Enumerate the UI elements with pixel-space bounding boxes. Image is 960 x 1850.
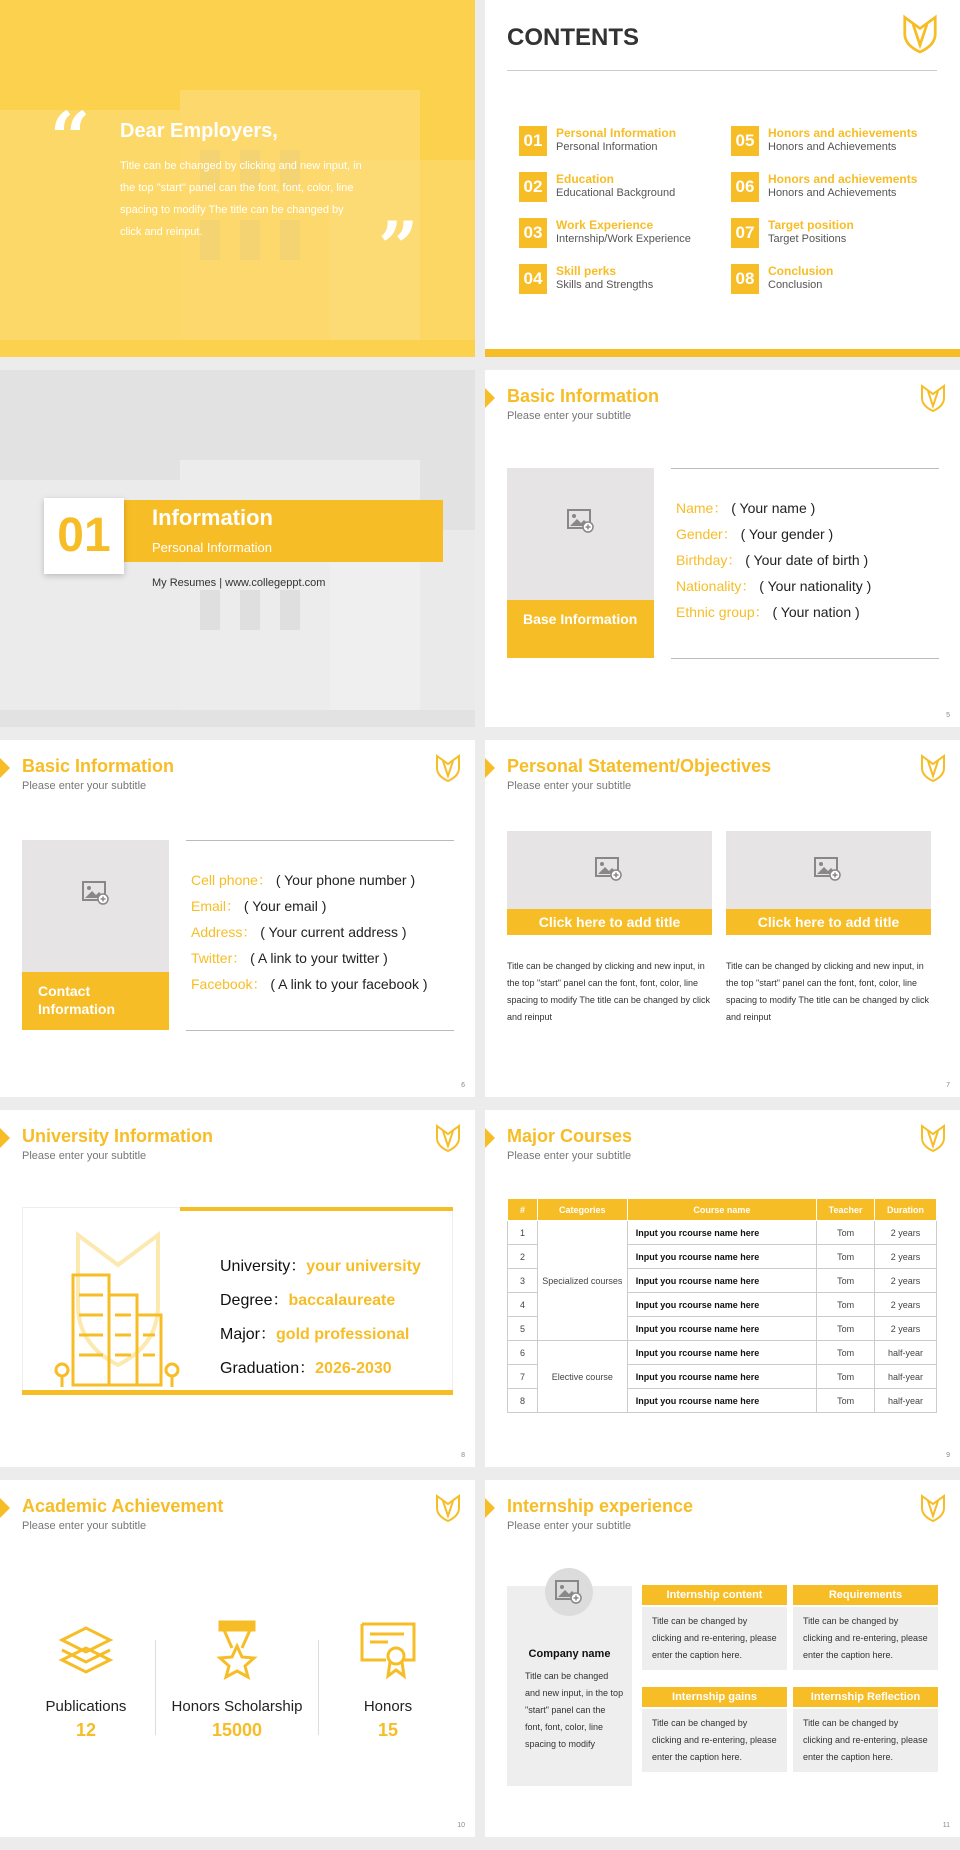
graduation-key: Graduation：: [220, 1360, 316, 1377]
row-number: 8: [508, 1389, 538, 1413]
teacher: Tom: [817, 1293, 875, 1317]
teacher: Tom: [817, 1245, 875, 1269]
column-header: Categories: [537, 1199, 627, 1221]
info-key: Name：: [676, 500, 728, 516]
row-number: 5: [508, 1317, 538, 1341]
slide-title: Basic Information: [507, 386, 660, 406]
contents-title: CONTENTS: [507, 24, 639, 51]
slide-subtitle: Please enter your subtitle: [22, 1150, 147, 1162]
add-title-button[interactable]: Click here to add title: [726, 909, 931, 935]
info-value: ( Your nationality ): [759, 578, 872, 594]
company-name: Company name: [528, 1648, 611, 1660]
course-name: Input you rcourse name here: [627, 1293, 816, 1317]
divider: [155, 1640, 156, 1735]
university-value: your university: [306, 1258, 421, 1275]
graduation-row: [220, 1355, 392, 1378]
slide-personal-statement: [485, 740, 960, 1097]
column-header: Teacher: [817, 1199, 875, 1221]
course-name: Input you rcourse name here: [627, 1317, 816, 1341]
achievement-value: 15000: [211, 1720, 263, 1740]
slide-dear-employers: [0, 0, 475, 357]
page-number: 5: [946, 712, 950, 719]
toc-item[interactable]: [731, 216, 941, 252]
image-placeholder[interactable]: [507, 468, 654, 600]
info-key: Address：: [191, 924, 257, 940]
divider: [671, 468, 939, 469]
image-placeholder[interactable]: [22, 840, 169, 972]
table-row: [508, 1341, 937, 1365]
info-row: [676, 498, 815, 518]
toc-title: Honors and achievements: [768, 126, 918, 140]
course-name: Input you rcourse name here: [627, 1389, 816, 1413]
degree-row: [220, 1287, 395, 1310]
slide-title: Major Courses: [507, 1126, 633, 1146]
page-number: 10: [457, 1822, 465, 1829]
logo-icon: [435, 754, 461, 782]
header-triangle: [485, 388, 495, 408]
info-value: ( Your gender ): [740, 526, 834, 542]
slide-title: Dear Employers,: [120, 120, 278, 142]
toc-subtitle: Personal Information: [556, 141, 658, 153]
slide-subtitle: Please enter your subtitle: [507, 780, 632, 792]
info-row: [191, 922, 407, 942]
toc-subtitle: Conclusion: [768, 279, 823, 291]
section-subtitle: Personal Information: [152, 540, 272, 555]
toc-item[interactable]: [731, 124, 941, 160]
internship-box-title: Internship Reflection: [793, 1687, 938, 1707]
toc-number: 06: [731, 172, 759, 202]
slide-title: University Information: [22, 1126, 214, 1146]
degree-value: baccalaureate: [288, 1292, 396, 1309]
row-number: 4: [508, 1293, 538, 1317]
info-value: ( Your date of birth ): [745, 552, 869, 568]
section-credit: My Resumes | www.collegeppt.com: [152, 577, 326, 589]
logo-icon: [920, 1494, 946, 1522]
info-row: [676, 602, 860, 622]
teacher: Tom: [817, 1389, 875, 1413]
logo-icon: [920, 384, 946, 412]
page-number: 9: [946, 1452, 950, 1459]
logo-icon: [920, 1124, 946, 1152]
info-row: [676, 550, 868, 570]
page-number: 11: [942, 1822, 950, 1829]
books-icon: [56, 1620, 116, 1678]
row-number: 3: [508, 1269, 538, 1293]
toc-item[interactable]: [731, 262, 941, 298]
header-triangle: [485, 1498, 495, 1518]
info-row: [676, 524, 833, 544]
divider: [186, 840, 454, 841]
courses-table: [507, 1198, 937, 1413]
toc-number: 05: [731, 126, 759, 156]
toc-number: 08: [731, 264, 759, 294]
page-number: 6: [461, 1082, 465, 1089]
slide-contact-information: [0, 740, 475, 1097]
teacher: Tom: [817, 1317, 875, 1341]
achievement-label: Honors Scholarship: [171, 1698, 303, 1715]
duration: 2 years: [875, 1269, 937, 1293]
toc-item[interactable]: [519, 170, 729, 206]
internship-box-text: Title can be changed by clicking and re-entering, please enter the caption here.: [642, 1607, 787, 1670]
duration: half-year: [875, 1365, 937, 1389]
info-key: Gender：: [676, 526, 737, 542]
slide-subtitle: Please enter your subtitle: [22, 780, 147, 792]
section-number: 01: [44, 498, 124, 574]
achievement-label: Honors: [363, 1698, 413, 1715]
info-value: ( Your name ): [731, 500, 816, 516]
slide-title: Personal Statement/Objectives: [507, 756, 772, 776]
close-quote-mark: ”: [378, 206, 419, 289]
info-key: Birthday：: [676, 552, 742, 568]
slide-basic-information: [485, 370, 960, 727]
duration: 2 years: [875, 1317, 937, 1341]
divider: [507, 70, 937, 71]
university-row: [220, 1253, 421, 1276]
achievement-value: 15: [377, 1720, 399, 1740]
logo-icon: [902, 14, 938, 54]
image-caption: Contact Information: [22, 972, 169, 1030]
course-name: Input you rcourse name here: [627, 1269, 816, 1293]
course-name: Input you rcourse name here: [627, 1245, 816, 1269]
company-image-placeholder[interactable]: [545, 1568, 593, 1616]
toc-title: Work Experience: [556, 218, 654, 232]
certificate-icon: [358, 1620, 418, 1680]
slide-subtitle: Please enter your subtitle: [507, 1520, 632, 1532]
university-key: University：: [220, 1258, 307, 1275]
toc-title: Target position: [768, 218, 854, 232]
accent-bar: [485, 349, 960, 357]
toc-item[interactable]: [519, 216, 729, 252]
header-triangle: [485, 1128, 495, 1148]
toc-title: Skill perks: [556, 264, 617, 278]
slide-internship-experience: [485, 1480, 960, 1837]
internship-box-title: Internship gains: [642, 1687, 787, 1707]
teacher: Tom: [817, 1341, 875, 1365]
row-number: 2: [508, 1245, 538, 1269]
toc-number: 04: [519, 264, 547, 294]
info-row: [191, 948, 388, 968]
info-row: [191, 896, 326, 916]
image-caption: Base Information: [507, 600, 654, 658]
teacher: Tom: [817, 1365, 875, 1389]
company-description: Title can be changed and new input, in the top "start" panel can the font, font, color, line spacing to modify: [525, 1671, 624, 1749]
slide-subtitle: Please enter your subtitle: [22, 1520, 147, 1532]
header-triangle: [0, 1498, 10, 1518]
slide-body-text: Title can be changed by clicking and new input, in the top "start" panel can the font, font, color, line spacing to modify The title can be changed by click and reinput.: [120, 160, 362, 238]
toc-item[interactable]: [731, 170, 941, 206]
info-key: Email：: [191, 898, 241, 914]
toc-subtitle: Internship/Work Experience: [556, 233, 691, 245]
toc-subtitle: Skills and Strengths: [556, 279, 654, 291]
degree-key: Degree：: [220, 1292, 289, 1309]
teacher: Tom: [817, 1269, 875, 1293]
toc-title: Education: [556, 172, 615, 186]
image-placeholder[interactable]: [726, 831, 931, 909]
slide-major-courses: [485, 1110, 960, 1467]
internship-box-text: Title can be changed by clicking and re-entering, please enter the caption here.: [642, 1709, 787, 1772]
info-key: Twitter：: [191, 950, 247, 966]
open-quote-mark: “: [50, 96, 91, 179]
info-row: [676, 576, 871, 596]
page-number: 7: [946, 1082, 950, 1089]
header-triangle: [0, 758, 10, 778]
info-value: ( A link to your facebook ): [270, 976, 428, 992]
add-image-icon: [595, 857, 623, 881]
header-triangle: [0, 1128, 10, 1148]
duration: 2 years: [875, 1221, 937, 1245]
image-placeholder[interactable]: [507, 831, 712, 909]
add-image-icon: [82, 881, 110, 905]
toc-subtitle: Target Positions: [768, 233, 847, 245]
add-title-button[interactable]: Click here to add title: [507, 909, 712, 935]
column-header: Course name: [627, 1199, 816, 1221]
info-row: [191, 870, 415, 890]
info-value: ( Your current address ): [260, 924, 407, 940]
slide-subtitle: Please enter your subtitle: [507, 410, 632, 422]
slide-contents: [485, 0, 960, 357]
course-name: Input you rcourse name here: [627, 1221, 816, 1245]
category-cell: Elective course: [537, 1341, 627, 1413]
accent-bar: [22, 1390, 453, 1395]
row-number: 1: [508, 1221, 538, 1245]
internship-box-title: Internship content: [642, 1585, 787, 1605]
duration: 2 years: [875, 1293, 937, 1317]
info-value: ( Your email ): [243, 898, 327, 914]
teacher: Tom: [817, 1221, 875, 1245]
add-image-icon: [555, 1580, 583, 1604]
divider: [186, 1030, 454, 1031]
duration: half-year: [875, 1389, 937, 1413]
internship-box-text: Title can be changed by clicking and re-entering, please enter the caption here.: [793, 1709, 938, 1772]
slide-title: Academic Achievement: [22, 1496, 224, 1516]
add-image-icon: [567, 509, 595, 533]
slide-subtitle: Please enter your subtitle: [507, 1150, 632, 1162]
achievement-label: Publications: [45, 1698, 127, 1715]
graduation-value: 2026-2030: [315, 1360, 392, 1377]
info-value: ( Your nation ): [772, 604, 860, 620]
major-value: gold professional: [276, 1326, 410, 1343]
slide-university-information: [0, 1110, 475, 1467]
toc-item[interactable]: [519, 262, 729, 298]
info-value: ( A link to your twitter ): [250, 950, 388, 966]
duration: 2 years: [875, 1245, 937, 1269]
toc-number: 07: [731, 218, 759, 248]
toc-item[interactable]: [519, 124, 729, 160]
column-header: #: [508, 1199, 538, 1221]
row-number: 6: [508, 1341, 538, 1365]
slide-section-information: [0, 370, 475, 727]
toc-subtitle: Honors and Achievements: [768, 141, 897, 153]
internship-box-text: Title can be changed by clicking and re-entering, please enter the caption here.: [793, 1607, 938, 1670]
medal-icon: [212, 1620, 262, 1680]
toc-title: Honors and achievements: [768, 172, 918, 186]
logo-icon: [920, 754, 946, 782]
major-key: Major：: [220, 1326, 277, 1343]
course-name: Input you rcourse name here: [627, 1341, 816, 1365]
toc-number: 03: [519, 218, 547, 248]
info-row: [191, 974, 428, 994]
column-header: Duration: [875, 1199, 937, 1221]
row-number: 7: [508, 1365, 538, 1389]
accent-bar: [180, 1207, 453, 1211]
info-value: ( Your phone number ): [275, 872, 416, 888]
statement-text: Title can be changed by clicking and new input, in the top "start" panel can the font, font, color, line spacing to modify The title can be changed by click and reinput: [726, 961, 929, 1022]
toc-number: 01: [519, 126, 547, 156]
statement-text: Title can be changed by clicking and new input, in the top "start" panel can the font, font, color, line spacing to modify The title can be changed by click and reinput: [507, 961, 710, 1022]
logo-icon: [435, 1494, 461, 1522]
info-key: Cell phone：: [191, 872, 272, 888]
internship-box-title: Requirements: [793, 1585, 938, 1605]
major-row: [220, 1321, 409, 1344]
info-key: Nationality：: [676, 578, 756, 594]
course-name: Input you rcourse name here: [627, 1365, 816, 1389]
divider: [671, 658, 939, 659]
table-header-row: [508, 1199, 937, 1221]
toc-title: Conclusion: [768, 264, 834, 278]
toc-subtitle: Educational Background: [556, 187, 676, 199]
toc-subtitle: Honors and Achievements: [768, 187, 897, 199]
table-row: [508, 1221, 937, 1245]
slide-academic-achievement: [0, 1480, 475, 1837]
slide-title: Basic Information: [22, 756, 175, 776]
building-icon: [48, 1215, 188, 1390]
toc-number: 02: [519, 172, 547, 202]
logo-icon: [435, 1124, 461, 1152]
duration: half-year: [875, 1341, 937, 1365]
slide-title: Internship experience: [507, 1496, 694, 1516]
section-title: Information: [152, 505, 273, 530]
toc-title: Personal Information: [556, 126, 677, 140]
category-cell: Specialized courses: [537, 1221, 627, 1341]
add-image-icon: [814, 857, 842, 881]
achievement-value: 12: [75, 1720, 97, 1740]
info-key: Facebook：: [191, 976, 267, 992]
header-triangle: [485, 758, 495, 778]
page-number: 8: [461, 1452, 465, 1459]
info-key: Ethnic group：: [676, 604, 769, 620]
